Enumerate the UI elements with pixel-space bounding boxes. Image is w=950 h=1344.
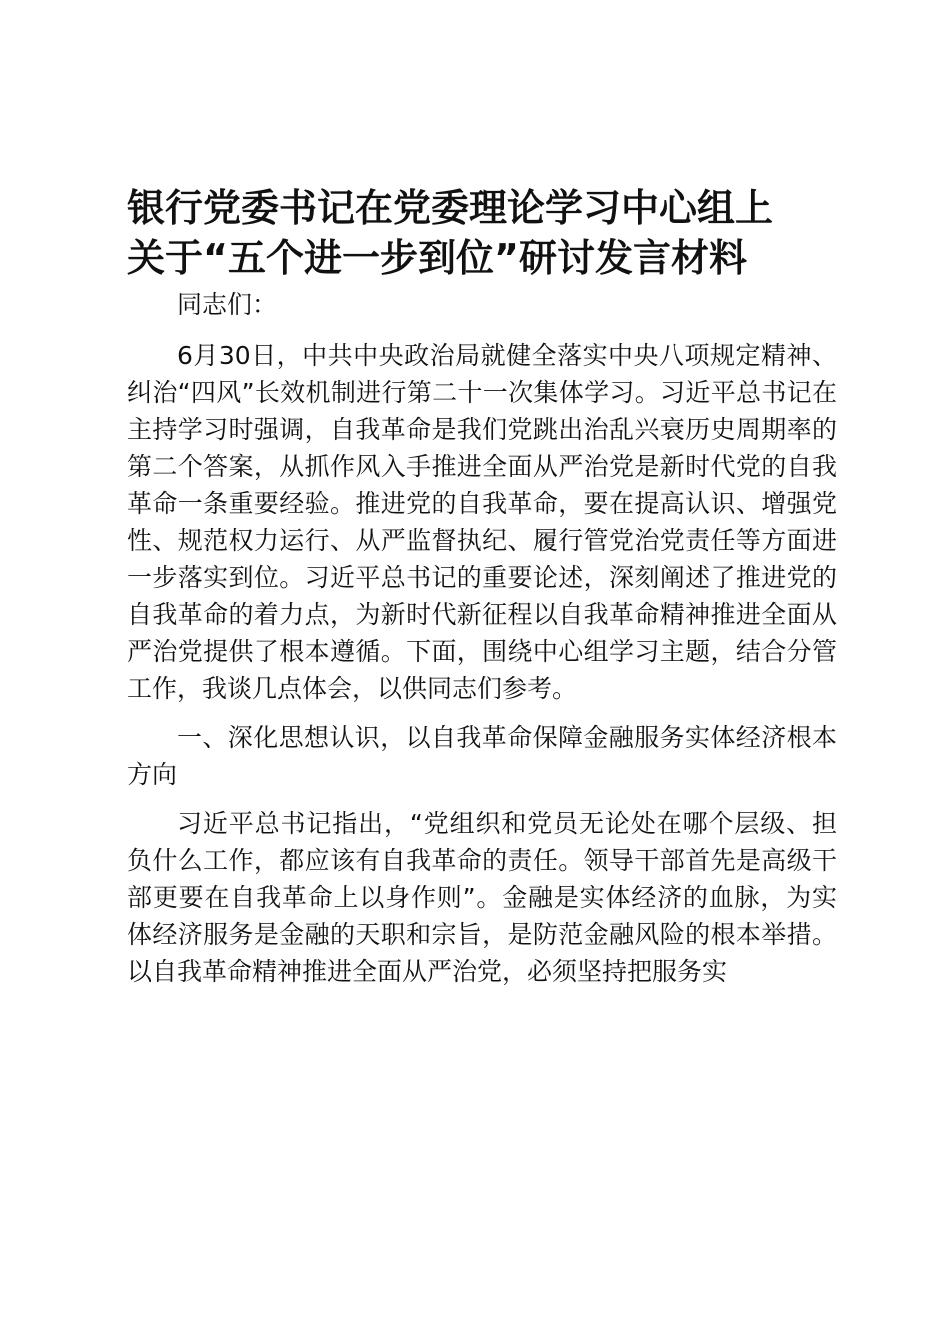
paragraph-section-1: 习近平总书记指出，“党组织和党员无论处在哪个层级、担负什么工作，都应该有自我革命的责任。领导干部首先是高级干部更要在自我革命上以身作则”。金融是实体经济的血脉，为实体经济服务是金融的天职和宗旨，是防范金融风险的根本举措。以自我革命精神推进全面从严治党，必须坚持把服务实 bbox=[127, 809, 837, 986]
title-line-1: 银行党委书记在党委理论学习中心组上 bbox=[127, 186, 774, 230]
document-body bbox=[127, 286, 837, 1002]
section-heading-1: 一、深化思想认识，以自我革命保障金融服务实体经济根本方向 bbox=[127, 723, 837, 789]
title-line-2: 关于“五个进一步到位”研讨发言材料 bbox=[127, 236, 747, 280]
greeting: 同志们： bbox=[177, 290, 278, 319]
paragraph-intro: 6月30日，中共中央政治局就健全落实中央八项规定精神、纠治“四风”长效机制进行第二十一次集体学习。习近平总书记在主持学习时强调，自我革命是我们党跳出治乱兴衰历史周期率的第二个答案，从抓作风入手推进全面从严治党是新时代党的自我革命一条重要经验。推进党的自我革命，要在提高认识、增强党性、规范权力运行、从严监督执纪、履行管党治党责任等方面进一步落实到位。习近平总书记的重要论述，深刻阐述了推进党的自我革命的着力点，为新时代新征程以自我革命精神推进全面从严治党提供了根本遵循。下面，围绕中心组学习主题，结合分管工作，我谈几点体会，以供同志们参考。 bbox=[127, 341, 837, 703]
document-title bbox=[127, 183, 837, 283]
